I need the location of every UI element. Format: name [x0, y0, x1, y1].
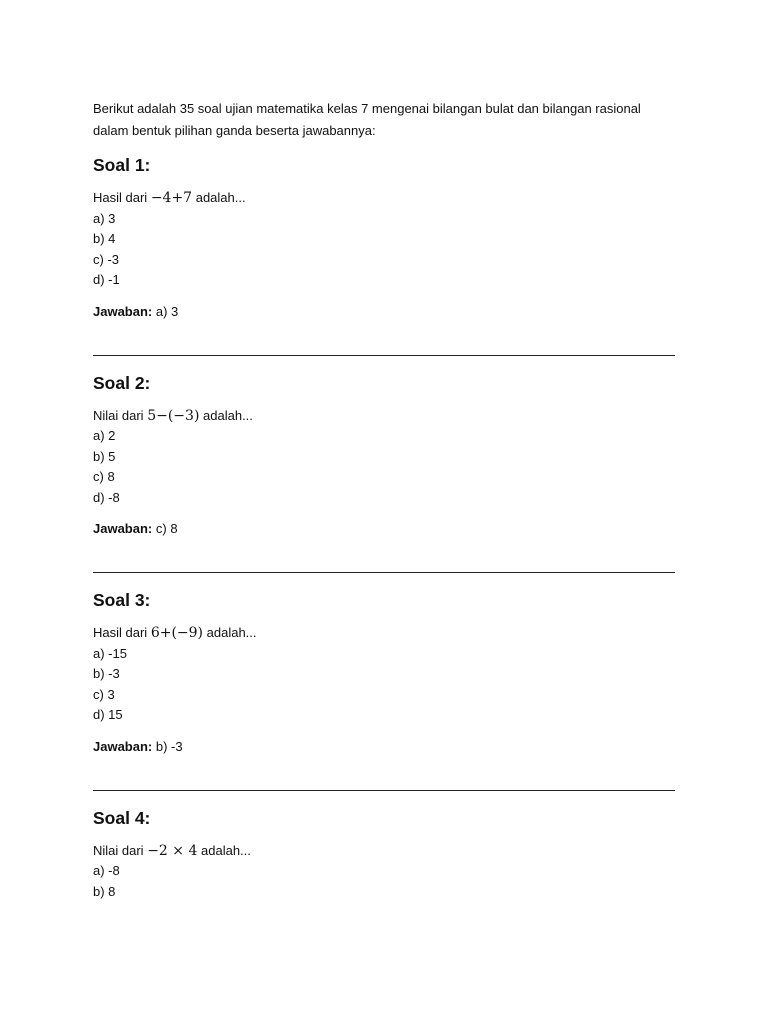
question-1-suffix: adalah...	[195, 190, 246, 205]
question-2-answer	[93, 519, 675, 539]
question-2-suffix: adalah...	[203, 407, 253, 423]
intro-paragraph: Berikut adalah 35 soal ujian matematika kelas 7 mengenai bilangan bulat dan bilangan rasional dalam bentuk pilihan ganda beserta jawabannya:	[93, 101, 641, 138]
question-4-title: Soal 4:	[93, 807, 151, 828]
option-d: d) 15	[93, 707, 123, 722]
question-4-text	[93, 841, 675, 862]
question-2-title: Soal 2:	[93, 372, 151, 393]
question-3-expression: 6+(−9)	[150, 625, 204, 641]
option-a: a) 2	[93, 428, 116, 443]
option-d: d) -1	[93, 272, 120, 287]
question-2	[93, 371, 675, 540]
question-3-answer	[93, 737, 675, 757]
option-b: b) -3	[93, 666, 120, 681]
question-1-answer	[93, 302, 675, 322]
option-d: d) -8	[93, 489, 120, 505]
question-3-suffix: adalah...	[206, 625, 257, 640]
question-1-title: Soal 1:	[93, 155, 151, 175]
question-3-prefix: Hasil dari	[93, 625, 148, 640]
question-3	[93, 588, 675, 757]
answer-value: b) -3	[155, 738, 183, 754]
option-b: b) 4	[93, 231, 116, 246]
section-divider	[93, 355, 675, 356]
question-2-text	[93, 406, 675, 427]
question-1-expression: −4+7	[150, 190, 193, 206]
question-2-prefix: Nilai dari	[93, 407, 144, 423]
option-a: a) 3	[93, 210, 116, 226]
option-b: b) 8	[93, 883, 116, 899]
question-3-options	[93, 644, 675, 726]
option-a: a) -8	[93, 863, 120, 878]
question-4-suffix: adalah...	[201, 842, 251, 858]
answer-label: Jawaban:	[93, 303, 153, 319]
question-1-text	[93, 188, 675, 209]
answer-value: a) 3	[155, 303, 179, 319]
option-c: c) 8	[93, 469, 115, 484]
section-divider	[93, 572, 675, 573]
question-1-options	[93, 209, 675, 291]
question-4-prefix: Nilai dari	[93, 842, 144, 858]
question-1-prefix: Hasil dari	[93, 190, 148, 205]
option-a: a) -15	[93, 645, 127, 661]
question-4-expression: −2 × 4	[147, 842, 198, 859]
question-3-text	[93, 623, 675, 644]
question-2-options	[93, 426, 675, 508]
question-2-expression: 5−(−3)	[147, 407, 200, 424]
option-c: c) 3	[93, 686, 115, 702]
option-b: b) 5	[93, 448, 116, 464]
answer-value: c) 8	[155, 521, 178, 536]
answer-label: Jawaban:	[93, 521, 153, 536]
document-page	[93, 98, 675, 902]
section-divider	[93, 790, 675, 791]
option-c: c) -3	[93, 251, 119, 267]
question-1	[93, 153, 675, 322]
question-4	[93, 806, 675, 903]
question-4-options	[93, 861, 675, 902]
answer-label: Jawaban:	[93, 738, 153, 754]
question-3-title: Soal 3:	[93, 590, 151, 610]
